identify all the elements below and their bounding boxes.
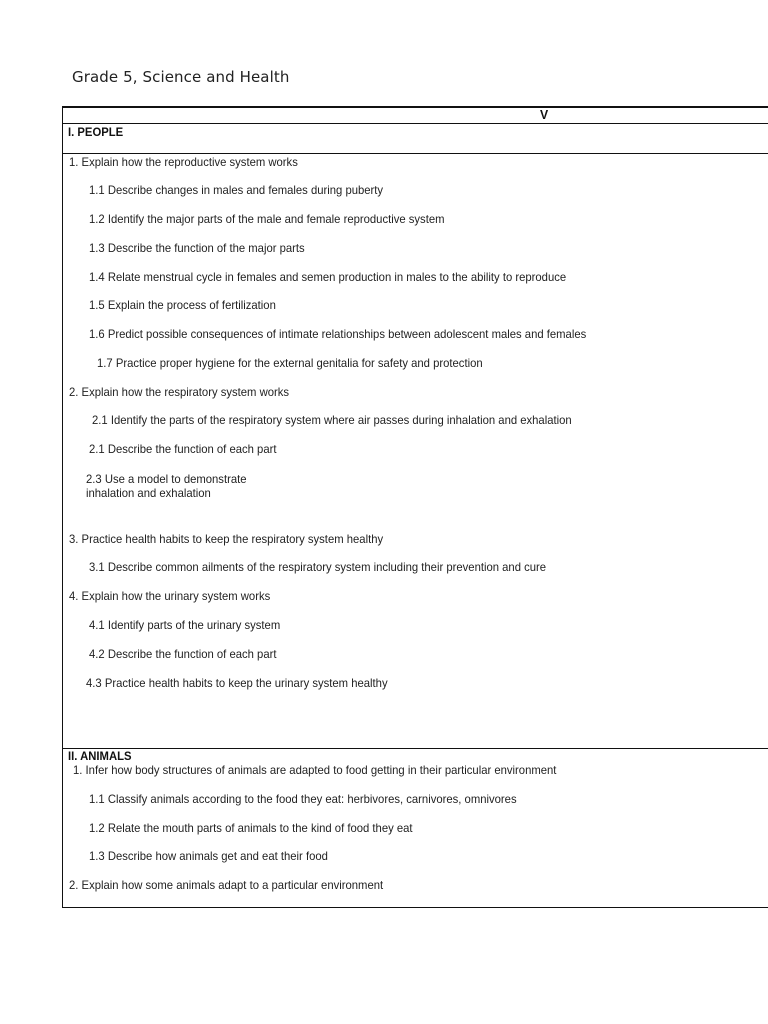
list-item: 1. Explain how the reproductive system works — [69, 155, 298, 169]
list-item: 2.1 Identify the parts of the respiratory system where air passes during inhalation and exhalation — [92, 413, 572, 427]
list-item: 4.3 Practice health habits to keep the urinary system healthy — [86, 676, 388, 690]
list-item: 1.3 Describe the function of the major parts — [89, 241, 305, 255]
list-item: 1.2 Relate the mouth parts of animals to the kind of food they eat — [89, 821, 413, 835]
list-item: 1. Infer how body structures of animals are adapted to food getting in their particular environment — [73, 763, 557, 777]
table-divider — [62, 153, 768, 154]
list-item: 3.1 Describe common ailments of the respiratory system including their prevention and cure — [89, 560, 547, 574]
list-item: 1.5 Explain the process of fertilization — [89, 298, 276, 312]
list-item: 4.1 Identify parts of the urinary system — [89, 618, 281, 632]
list-item: 1.7 Practice proper hygiene for the external genitalia for safety and protection — [97, 356, 483, 370]
document-title: Grade 5, Science and Health — [72, 68, 290, 86]
list-item: 1.1 Classify animals according to the food they eat: herbivores, carnivores, omnivores — [89, 792, 517, 806]
list-item: 4.2 Describe the function of each part — [89, 647, 277, 661]
list-item: 1.3 Describe how animals get and eat their food — [89, 849, 328, 863]
table-divider — [62, 748, 768, 749]
section-heading-people: I. PEOPLE — [68, 125, 124, 139]
list-item: 1.4 Relate menstrual cycle in females and semen production in males to the ability to reproduce — [89, 270, 567, 284]
competency-table — [62, 106, 768, 908]
list-item: 1.6 Predict possible consequences of intimate relationships between adolescent males and females — [89, 327, 587, 341]
table-divider — [62, 123, 768, 124]
list-item: 2.3 Use a model to demonstrate — [86, 472, 247, 486]
column-header: V — [540, 107, 549, 122]
list-item: 1.2 Identify the major parts of the male and female reproductive system — [89, 212, 445, 226]
list-item: 1.1 Describe changes in males and females during puberty — [89, 183, 384, 197]
list-item-continuation: inhalation and exhalation — [86, 486, 211, 500]
section-heading-animals: II. ANIMALS — [68, 749, 132, 763]
list-item: 2. Explain how some animals adapt to a particular environment — [69, 878, 384, 892]
list-item: 3. Practice health habits to keep the respiratory system healthy — [69, 532, 384, 546]
list-item: 4. Explain how the urinary system works — [69, 589, 271, 603]
list-item: 2.1 Describe the function of each part — [89, 442, 277, 456]
list-item: 2. Explain how the respiratory system works — [69, 385, 290, 399]
